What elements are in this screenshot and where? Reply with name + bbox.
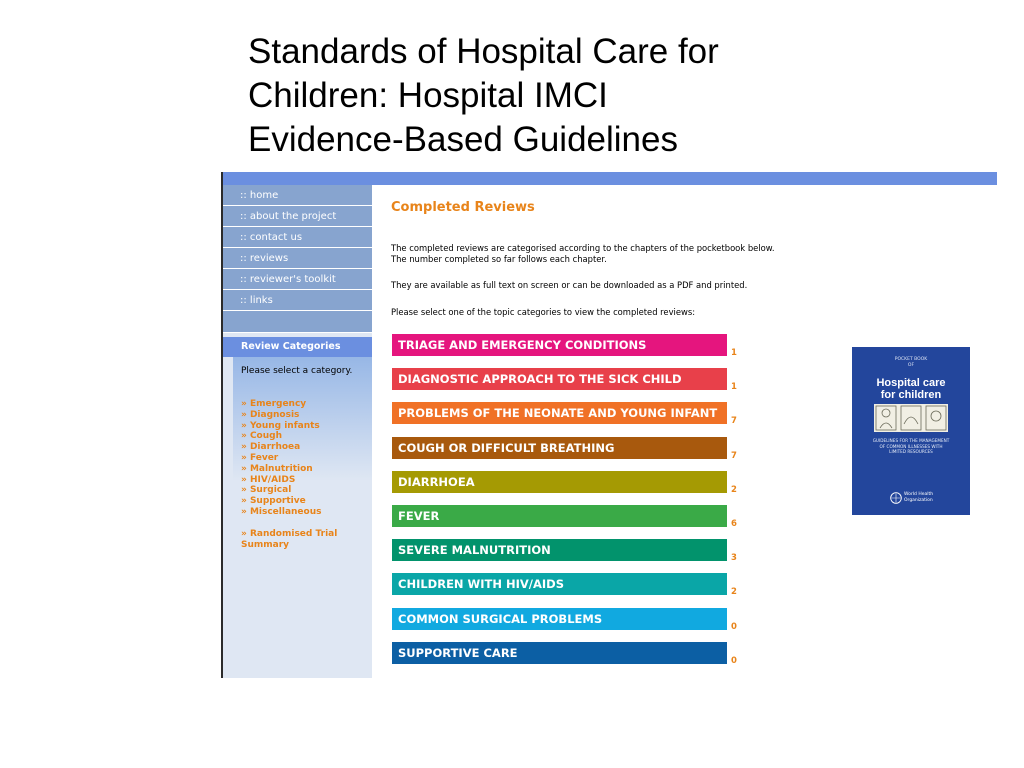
chapter-count: 6 — [731, 519, 737, 529]
sidebar — [223, 185, 372, 678]
book-subtitle-line: GUIDELINES FOR THE MANAGEMENT — [872, 438, 950, 443]
chapter-bar[interactable] — [392, 334, 727, 356]
category-link-cough[interactable]: » Cough — [241, 431, 282, 442]
chapter-count: 7 — [731, 416, 737, 426]
category-link-fever[interactable]: » Fever — [241, 452, 279, 463]
intro-paragraph — [391, 243, 775, 264]
chapter-count: 1 — [731, 382, 737, 392]
book-subtitle — [852, 438, 970, 455]
nav-home[interactable]: :: home — [223, 185, 372, 206]
nav-reviews[interactable]: :: reviews — [223, 248, 372, 269]
chapter-bar[interactable] — [392, 437, 727, 459]
slide-title — [248, 30, 868, 162]
chapter-label: SEVERE MALNUTRITION — [398, 543, 551, 557]
chapter-label: TRIAGE AND EMERGENCY CONDITIONS — [398, 338, 647, 352]
who-logo-text — [904, 492, 933, 504]
chapter-bar[interactable] — [392, 471, 727, 493]
intro-line: The number completed so far follows each chapter. — [391, 253, 607, 264]
chapter-count: 7 — [731, 451, 737, 461]
slide-title-line: Evidence-Based Guidelines — [248, 120, 678, 159]
category-link-miscellaneous[interactable]: » Miscellaneous — [241, 506, 322, 517]
book-top-label — [852, 357, 970, 369]
chapter-label: FEVER — [398, 509, 440, 523]
chapter-bar[interactable] — [392, 642, 727, 664]
chapter-bar[interactable] — [392, 573, 727, 595]
chapter-label: DIAGNOSTIC APPROACH TO THE SICK CHILD — [398, 372, 682, 386]
slide-title-line: Standards of Hospital Care for — [248, 32, 719, 71]
category-link-supportive[interactable]: » Supportive — [241, 496, 306, 507]
category-prompt: Please select a category. — [241, 366, 353, 376]
availability-paragraph: They are available as full text on screen or can be downloaded as a PDF and printed. — [391, 280, 748, 290]
intro-line: The completed reviews are categorised according to the chapters of the pocketbook below. — [391, 243, 775, 253]
nav-links[interactable]: :: links — [223, 290, 372, 311]
category-link-malnutrition[interactable]: » Malnutrition — [241, 463, 313, 474]
category-list — [241, 399, 337, 550]
chapter-bar[interactable] — [392, 402, 727, 424]
book-subtitle-line: OF COMMON ILLNESSES WITH — [879, 443, 943, 449]
book-top-line: POCKET BOOK — [894, 357, 928, 362]
chapter-count: 1 — [731, 348, 737, 358]
chapter-bar[interactable] — [392, 505, 727, 527]
category-link-emergency[interactable]: » Emergency — [241, 399, 307, 409]
chapter-count: 0 — [731, 656, 737, 666]
chapter-label: COMMON SURGICAL PROBLEMS — [398, 612, 603, 626]
nav-about-the-project[interactable]: :: about the project — [223, 206, 372, 227]
chapter-label: CHILDREN WITH HIV/AIDS — [398, 577, 565, 591]
randomised-trial-summary-link[interactable] — [241, 529, 337, 551]
main-nav — [223, 185, 372, 333]
chapter-count: 2 — [731, 587, 737, 597]
pocket-book-cover — [852, 347, 970, 515]
review-categories-header: Review Categories — [223, 337, 372, 357]
nav-spacer — [223, 311, 372, 333]
chapter-count: 3 — [731, 553, 737, 563]
who-logo-line: Organization — [904, 498, 933, 503]
category-link-diarrhoea[interactable]: » Diarrhoea — [241, 442, 301, 453]
chapter-bar[interactable] — [392, 539, 727, 561]
book-title — [852, 377, 970, 401]
site-top-bar — [221, 172, 997, 185]
nav-contact-us[interactable]: :: contact us — [223, 227, 372, 248]
who-logo-line: World Health — [904, 492, 934, 497]
book-subtitle-line: LIMITED RESOURCES — [889, 449, 933, 455]
chapter-bar[interactable] — [392, 608, 727, 630]
who-logo — [890, 492, 960, 506]
select-topic-paragraph: Please select one of the topic categories to view the completed reviews: — [391, 307, 696, 317]
chapter-label: COUGH OR DIFFICULT BREATHING — [398, 441, 615, 455]
category-link-surgical[interactable]: » Surgical — [241, 485, 292, 496]
book-illustration — [874, 404, 948, 432]
nav-reviewers-toolkit[interactable]: :: reviewer's toolkit — [223, 269, 372, 290]
chapter-label: SUPPORTIVE CARE — [398, 646, 518, 660]
book-title-line: Hospital care — [876, 377, 946, 389]
page-heading: Completed Reviews — [391, 200, 535, 215]
trial-link-line: Summary — [241, 539, 290, 550]
chapter-bar[interactable] — [392, 368, 727, 390]
trial-link-line: » Randomised Trial — [241, 528, 338, 539]
category-link-hiv-aids[interactable]: » HIV/AIDS — [241, 474, 296, 485]
chapter-label: DIARRHOEA — [398, 475, 475, 489]
book-title-line: for children — [880, 389, 942, 401]
chapter-count: 0 — [731, 622, 737, 632]
category-link-young-infants[interactable]: » Young infants — [241, 420, 320, 431]
chapter-count: 2 — [731, 485, 737, 495]
book-top-line: OF — [907, 363, 915, 368]
who-emblem-icon — [890, 492, 902, 504]
category-link-diagnosis[interactable]: » Diagnosis — [241, 409, 300, 420]
slide-title-line: Children: Hospital IMCI — [248, 76, 608, 115]
chapter-label: PROBLEMS OF THE NEONATE AND YOUNG INFANT — [398, 406, 718, 420]
